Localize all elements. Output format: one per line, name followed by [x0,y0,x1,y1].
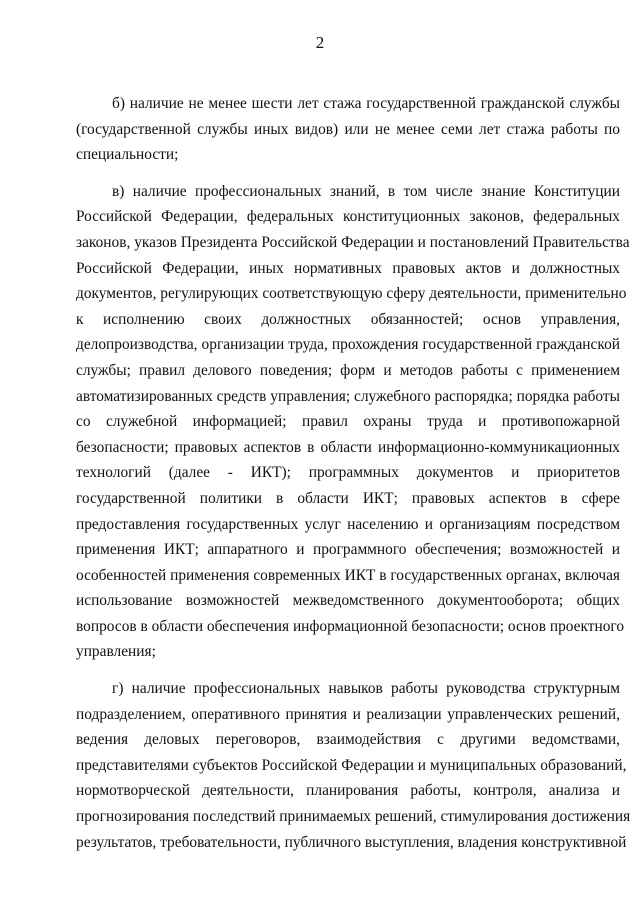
document-body [76,91,631,866]
text-line: нормотворческой деятельности, планирования работы, контроля, анализа и [76,782,620,800]
paragraph-v [76,179,630,665]
text-line: документов, регулирующих соответствующую сферу деятельности, применительно [76,285,627,303]
text-line: г) наличие профессиональных навыков работы руководства структурным [112,680,620,698]
text-line: в) наличие профессиональных знаний, в том числе знание Конституции [112,182,620,200]
paragraph-b [76,91,620,168]
text-line: специальности; [76,146,179,164]
text-line: результатов, требовательности, публичного выступления, владения конструктивной [76,833,627,851]
text-line: автоматизированных средств управления; служебного распорядка; порядка работы [76,387,620,405]
page-number: 2 [315,33,325,52]
text-line: управления; [76,643,156,661]
text-line: безопасности; правовых аспектов в области информационно-коммуникационных [76,438,620,456]
text-line: подразделением, оперативного принятия и реализации управленческих решений, [76,705,620,723]
text-line: предоставления государственных услуг населению и организациям посредством [76,515,620,533]
text-line: Российской Федерации, федеральных конституционных законов, федеральных [76,208,620,226]
text-line: государственной политики в области ИКТ; правовых аспектов в сфере [76,489,620,507]
text-line: Российской Федерации, иных нормативных правовых актов и должностных [76,259,620,277]
text-line: применения ИКТ; аппаратного и программного обеспечения; возможностей и [76,541,620,559]
text-line: к исполнению своих должностных обязанностей; основ управления, [76,310,620,328]
paragraph-g [76,676,631,855]
text-line: представителями субъектов Российской Федерации и муниципальных образований, [76,756,627,774]
text-line: особенностей применения современных ИКТ в государственных органах, включая [76,566,620,584]
text-line: службы; правил делового поведения; форм и методов работы с применением [76,361,620,379]
text-line: вопросов в области обеспечения информационной безопасности; основ проектного [76,617,625,635]
text-line: законов, указов Президента Российской Федерации и постановлений Правительства [76,233,630,251]
text-line: делопроизводства, организации труда, прохождения государственной гражданской [76,336,620,354]
text-line: (государственной службы иных видов) или не менее семи лет стажа работы по [76,120,620,138]
text-line: технологий (далее - ИКТ); программных документов и приоритетов [76,464,620,482]
text-line: со служебной информацией; правил охраны труда и противопожарной [76,413,620,431]
text-line: прогнозирования последствий принимаемых решений, стимулирования достижения [76,808,631,826]
text-line: б) наличие не менее шести лет стажа государственной гражданской службы [112,95,620,112]
text-line: ведения деловых переговоров, взаимодействия с другими ведомствами, [76,731,620,749]
text-line: использование возможностей межведомственного документооборота; общих [76,592,620,610]
